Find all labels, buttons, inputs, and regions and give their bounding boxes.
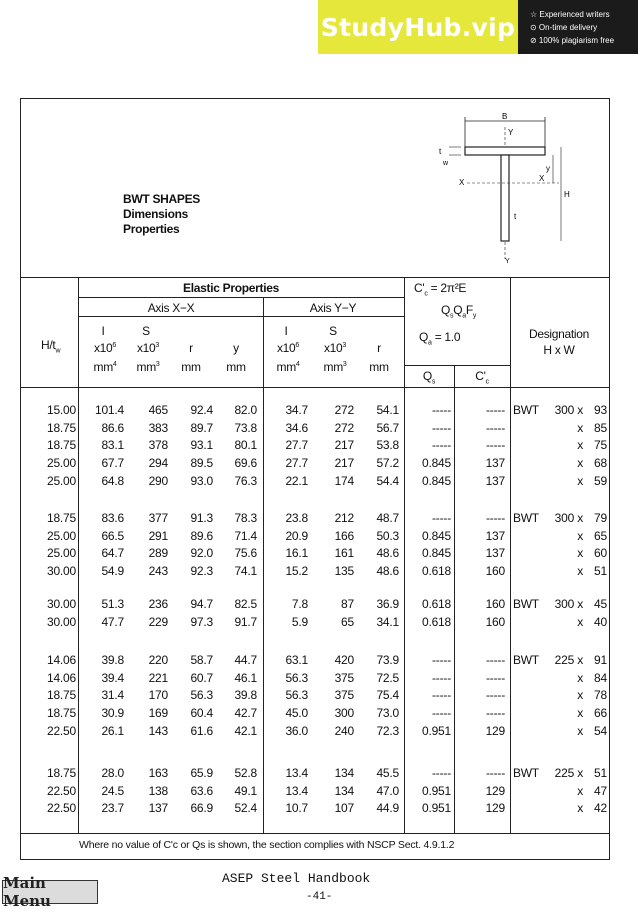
header-ix-mm: $mm^4$ — [93, 360, 117, 374]
cell-ht: 30.00 — [46, 597, 76, 611]
cell-iy: 45.0 — [285, 706, 308, 721]
cell-sy: 134 — [334, 766, 354, 780]
cell-designation-w: 91 — [594, 653, 607, 667]
header-ry: r — [377, 341, 381, 355]
perk-item: ⊙ On-time delivery — [530, 23, 598, 32]
cell-qs: 0.845 — [421, 456, 451, 471]
cell-sy: 135 — [334, 564, 354, 579]
header-iy-unit: $x10^6$ — [276, 341, 300, 355]
cell-designation-type: BWT — [513, 403, 539, 417]
page-number: -41- — [306, 891, 333, 903]
cell-sx: 291 — [148, 528, 168, 543]
cell-designation-w: 51 — [594, 564, 607, 579]
cell-ry: 73.9 — [376, 653, 399, 667]
cell-ry: 45.5 — [376, 766, 399, 780]
cell-rx: 97.3 — [190, 614, 213, 629]
cell-y: 91.7 — [234, 614, 257, 629]
cell-y: 82.5 — [234, 597, 257, 611]
cell-qs: 0.618 — [421, 564, 451, 579]
cell-qs: 0.845 — [421, 473, 451, 488]
cell-ry: 72.5 — [376, 670, 399, 685]
cell-y: 49.1 — [234, 783, 257, 798]
cell-ry: 54.4 — [376, 473, 399, 488]
header-rx-mm: mm — [181, 360, 201, 374]
cell-qs: ----- — [432, 670, 451, 685]
header-ry-mm: mm — [369, 360, 389, 374]
label-w-top: w — [443, 160, 449, 167]
header-cc-formula: $C'_c = 2\pi^2E$ — [414, 281, 467, 298]
cell-iy: 16.1 — [285, 546, 308, 561]
cell-ry: 48.7 — [376, 511, 399, 525]
cell-ht: 18.75 — [46, 706, 76, 721]
cell-ht: 15.00 — [46, 403, 76, 417]
cell-y: 42.1 — [234, 723, 257, 738]
cell-iy: 23.8 — [285, 511, 308, 525]
cell-iy: 13.4 — [285, 766, 308, 780]
cell-sy: 87 — [341, 597, 354, 611]
cell-qs: ----- — [432, 511, 451, 525]
title-line: BWT SHAPES — [123, 192, 201, 206]
cell-sy: 272 — [334, 420, 354, 435]
cell-sy: 212 — [334, 511, 354, 525]
cell-rx: 91.3 — [190, 511, 213, 525]
cell-designation-w: 59 — [594, 473, 607, 488]
cell-designation-w: 93 — [594, 403, 607, 417]
cell-designation-w: 65 — [594, 528, 607, 543]
sheet-title — [123, 192, 200, 237]
cell-iy: 10.7 — [285, 801, 308, 816]
cell-ht: 22.50 — [46, 801, 76, 816]
cell-iy: 22.1 — [285, 473, 308, 488]
cell-sy: 166 — [334, 528, 354, 543]
cell-y: 69.6 — [234, 456, 257, 471]
cell-cc: ----- — [486, 706, 505, 721]
cell-rx: 92.0 — [190, 546, 213, 561]
t-section-diagram — [409, 107, 579, 263]
cell-ht: 14.06 — [46, 653, 76, 667]
header-ix: I — [101, 324, 105, 338]
cell-y: 71.4 — [234, 528, 257, 543]
cell-sx: 383 — [148, 420, 168, 435]
cell-sx: 465 — [148, 403, 168, 417]
cell-designation-w: 85 — [594, 420, 607, 435]
cell-designation-w: 60 — [594, 546, 607, 561]
cell-ix: 67.7 — [101, 456, 124, 471]
cell-sx: 220 — [148, 653, 168, 667]
header-sx: S — [142, 324, 150, 338]
cell-sx: 377 — [148, 511, 168, 525]
cell-designation-w: 45 — [594, 597, 607, 611]
header-elastic: Elastic Properties — [183, 281, 279, 295]
cell-designation-w: 42 — [594, 801, 607, 816]
cell-cc: ----- — [486, 766, 505, 780]
header-hxw: H x W — [543, 343, 575, 357]
cell-ry: 34.1 — [376, 614, 399, 629]
cell-sx: 289 — [148, 546, 168, 561]
cell-designation-type: BWT — [513, 653, 539, 667]
cell-sy: 272 — [334, 403, 354, 417]
cell-ht: 30.00 — [46, 564, 76, 579]
cell-iy: 56.3 — [285, 688, 308, 703]
cell-ht: 18.75 — [46, 420, 76, 435]
header-q-formula: $Q_sQ_aF_y$ — [441, 303, 477, 320]
cell-ry: 36.9 — [376, 597, 399, 611]
cell-sx: 169 — [148, 706, 168, 721]
cell-y: 42.7 — [234, 706, 257, 721]
cell-designation-type: BWT — [513, 511, 539, 525]
cell-ry: 48.6 — [376, 564, 399, 579]
cell-designation-w: 75 — [594, 438, 607, 453]
header-sx-mm: $mm^3$ — [136, 360, 160, 374]
cell-designation-h: 300 x — [554, 597, 583, 611]
cell-ht: 25.00 — [46, 546, 76, 561]
cell-sy: 240 — [334, 723, 354, 738]
cell-rx: 56.3 — [190, 688, 213, 703]
cell-y: 44.7 — [234, 653, 257, 667]
studyhub-banner[interactable] — [318, 0, 638, 54]
cell-rx: 63.6 — [190, 783, 213, 798]
cell-rx: 93.0 — [190, 473, 213, 488]
cell-ry: 47.0 — [376, 783, 399, 798]
header-ix-unit: $x10^6$ — [93, 341, 117, 355]
header-sx-unit: $x10^3$ — [136, 341, 160, 355]
cell-designation-w: 54 — [594, 723, 607, 738]
cell-ix: 66.5 — [101, 528, 124, 543]
header-y: y — [233, 341, 239, 355]
cell-designation-w: 78 — [594, 688, 607, 703]
cell-qs: 0.845 — [421, 528, 451, 543]
cell-designation-h: 225 x — [554, 766, 583, 780]
cell-rx: 66.9 — [190, 801, 213, 816]
cell-ix: 86.6 — [101, 420, 124, 435]
cell-ht: 22.50 — [46, 723, 76, 738]
cell-sy: 217 — [334, 456, 354, 471]
cell-sy: 375 — [334, 688, 354, 703]
cell-y: 46.1 — [234, 670, 257, 685]
cell-sx: 163 — [148, 766, 168, 780]
cell-qs: ----- — [432, 653, 451, 667]
cell-iy: 13.4 — [285, 783, 308, 798]
cell-designation-h: x — [577, 564, 583, 579]
cell-rx: 89.7 — [190, 420, 213, 435]
cell-qs: 0.951 — [421, 801, 451, 816]
cell-cc: 160 — [485, 597, 505, 611]
cell-designation-w: 47 — [594, 783, 607, 798]
cell-ht: 18.75 — [46, 766, 76, 780]
cell-rx: 61.6 — [190, 723, 213, 738]
cell-ry: 72.3 — [376, 723, 399, 738]
cell-designation-h: x — [577, 783, 583, 798]
cell-iy: 34.6 — [285, 420, 308, 435]
cell-ix: 31.4 — [101, 688, 124, 703]
cell-rx: 60.4 — [190, 706, 213, 721]
cell-cc: ----- — [486, 438, 505, 453]
studyhub-logo[interactable] — [318, 0, 518, 54]
cell-sy: 420 — [334, 653, 354, 667]
perks-list — [518, 0, 638, 54]
label-tw: t — [514, 212, 517, 221]
cell-designation-w: 68 — [594, 456, 607, 471]
cell-qs: ----- — [432, 688, 451, 703]
cell-sy: 300 — [334, 706, 354, 721]
cell-designation-h: x — [577, 670, 583, 685]
cell-cc: 129 — [485, 783, 505, 798]
label-x-left: X — [459, 178, 465, 187]
cell-ix: 39.8 — [101, 653, 124, 667]
cell-cc: 160 — [485, 614, 505, 629]
cell-rx: 89.6 — [190, 528, 213, 543]
title-line: Dimensions — [123, 207, 189, 221]
cell-cc: 137 — [485, 528, 505, 543]
cell-y: 76.3 — [234, 473, 257, 488]
cell-sy: 107 — [334, 801, 354, 816]
cell-designation-h: x — [577, 438, 583, 453]
cell-designation-w: 51 — [594, 766, 607, 780]
cell-y: 80.1 — [234, 438, 257, 453]
cell-iy: 20.9 — [285, 528, 308, 543]
cell-ix: 28.0 — [101, 766, 124, 780]
header-iy-mm: $mm^4$ — [276, 360, 300, 374]
cell-y: 52.8 — [234, 766, 257, 780]
cell-cc: ----- — [486, 670, 505, 685]
cell-sx: 294 — [148, 456, 168, 471]
cell-y: 82.0 — [234, 403, 257, 417]
cell-rx: 65.9 — [190, 766, 213, 780]
cell-cc: 129 — [485, 801, 505, 816]
cell-y: 73.8 — [234, 420, 257, 435]
cell-sy: 134 — [334, 783, 354, 798]
cell-qs: 0.951 — [421, 723, 451, 738]
cell-qs: ----- — [432, 420, 451, 435]
cell-qs: ----- — [432, 706, 451, 721]
cell-designation-h: x — [577, 420, 583, 435]
brand-name: StudyHub.vip — [320, 12, 516, 42]
cell-sx: 170 — [148, 688, 168, 703]
handbook-caption: ASEP Steel Handbook — [222, 871, 371, 886]
cell-ix: 26.1 — [101, 723, 124, 738]
cell-sx: 290 — [148, 473, 168, 488]
cell-ht: 22.50 — [46, 783, 76, 798]
steel-table-sheet — [20, 98, 610, 860]
cell-designation-type: BWT — [513, 766, 539, 780]
cell-qs: 0.845 — [421, 546, 451, 561]
cell-designation-h: 300 x — [554, 511, 583, 525]
cell-y: 74.1 — [234, 564, 257, 579]
cell-y: 75.6 — [234, 546, 257, 561]
cell-ix: 51.3 — [101, 597, 124, 611]
cell-designation-h: x — [577, 546, 583, 561]
header-y-mm: mm — [226, 360, 246, 374]
label-b: B — [502, 112, 508, 121]
cell-ix: 54.9 — [101, 564, 124, 579]
header-iy: I — [284, 324, 288, 338]
cell-cc: ----- — [486, 688, 505, 703]
cell-iy: 7.8 — [291, 597, 308, 611]
cell-iy: 56.3 — [285, 670, 308, 685]
cell-qs: ----- — [432, 403, 451, 417]
cell-ht: 18.75 — [46, 511, 76, 525]
header-ht: $H/t_w$ — [41, 338, 61, 355]
cell-sx: 378 — [148, 438, 168, 453]
cell-sx: 229 — [148, 614, 168, 629]
cell-cc: 160 — [485, 564, 505, 579]
cell-cc: 137 — [485, 473, 505, 488]
header-sy-unit: $x10^3$ — [323, 341, 347, 355]
cell-cc: ----- — [486, 420, 505, 435]
perk-item: ⊘ 100% plagiarism free — [530, 36, 615, 45]
cell-sx: 137 — [148, 801, 168, 816]
cell-ry: 56.7 — [376, 420, 399, 435]
cell-cc: 137 — [485, 456, 505, 471]
cell-designation-h: 225 x — [554, 653, 583, 667]
cell-y: 78.3 — [234, 511, 257, 525]
cell-designation-h: x — [577, 723, 583, 738]
cell-designation-type: BWT — [513, 597, 539, 611]
cell-ry: 73.0 — [376, 706, 399, 721]
cell-designation-h: x — [577, 528, 583, 543]
title-line: Properties — [123, 222, 180, 236]
cell-ix: 83.6 — [101, 511, 124, 525]
header-sy: S — [329, 324, 337, 338]
cell-rx: 92.3 — [190, 564, 213, 579]
cell-qs: 0.618 — [421, 614, 451, 629]
cell-sx: 236 — [148, 597, 168, 611]
cell-iy: 15.2 — [285, 564, 308, 579]
header-axis-y: Axis Y−Y — [309, 301, 357, 315]
cell-ht: 18.75 — [46, 688, 76, 703]
label-tf: t — [439, 147, 442, 156]
header-cc: $C'_c$ — [475, 369, 489, 386]
label-y-dist: y — [546, 164, 550, 173]
cell-cc: ----- — [486, 403, 505, 417]
cell-ix: 24.5 — [101, 783, 124, 798]
cell-ry: 54.1 — [376, 403, 399, 417]
cell-ht: 18.75 — [46, 438, 76, 453]
cell-ry: 75.4 — [376, 688, 399, 703]
perk-item: ☆ Experienced writers — [530, 10, 610, 19]
cell-sy: 174 — [334, 473, 354, 488]
cell-sx: 143 — [148, 723, 168, 738]
footnote: Where no value of C'c or Qs is shown, the section complies with NSCP Sect. 4.9.1.2 — [79, 839, 455, 851]
cell-designation-w: 66 — [594, 706, 607, 721]
cell-ry: 50.3 — [376, 528, 399, 543]
cell-designation-h: x — [577, 473, 583, 488]
cell-designation-h: x — [577, 801, 583, 816]
cell-cc: 129 — [485, 723, 505, 738]
cell-designation-h: x — [577, 688, 583, 703]
cell-designation-w: 79 — [594, 511, 607, 525]
label-x-right: X — [539, 174, 545, 183]
cell-cc: 137 — [485, 546, 505, 561]
cell-iy: 5.9 — [291, 614, 308, 629]
cell-rx: 89.5 — [190, 456, 213, 471]
cell-ht: 30.00 — [46, 614, 76, 629]
cell-designation-h: x — [577, 614, 583, 629]
main-menu-button[interactable]: Main Menu — [2, 880, 98, 904]
cell-ry: 57.2 — [376, 456, 399, 471]
cell-cc: ----- — [486, 511, 505, 525]
cell-ht: 25.00 — [46, 528, 76, 543]
header-qs: $Q_s$ — [422, 369, 436, 386]
cell-designation-h: x — [577, 706, 583, 721]
cell-iy: 63.1 — [285, 653, 308, 667]
cell-ix: 101.4 — [94, 403, 124, 417]
cell-qs: 0.618 — [421, 597, 451, 611]
cell-ix: 83.1 — [101, 438, 124, 453]
cell-sy: 161 — [334, 546, 354, 561]
cell-ix: 23.7 — [101, 801, 124, 816]
cell-designation-h: 300 x — [554, 403, 583, 417]
cell-ht: 25.00 — [46, 473, 76, 488]
header-designation: Designation — [528, 327, 590, 341]
cell-ry: 53.8 — [376, 438, 399, 453]
cell-ht: 25.00 — [46, 456, 76, 471]
label-y-top: Y — [508, 128, 514, 137]
cell-sx: 221 — [148, 670, 168, 685]
cell-cc: ----- — [486, 653, 505, 667]
cell-ix: 30.9 — [101, 706, 124, 721]
cell-rx: 58.7 — [190, 653, 213, 667]
cell-ix: 64.7 — [101, 546, 124, 561]
cell-sy: 65 — [341, 614, 354, 629]
cell-ix: 39.4 — [101, 670, 124, 685]
cell-sy: 217 — [334, 438, 354, 453]
cell-iy: 27.7 — [285, 456, 308, 471]
cell-rx: 94.7 — [190, 597, 213, 611]
cell-iy: 36.0 — [285, 723, 308, 738]
cell-qs: ----- — [432, 766, 451, 780]
cell-sx: 243 — [148, 564, 168, 579]
header-axis-x: Axis X−X — [147, 301, 195, 315]
cell-ry: 44.9 — [376, 801, 399, 816]
header-qa: $Q_a = 1.0$ — [419, 330, 461, 347]
cell-rx: 92.4 — [190, 403, 213, 417]
header-sy-mm: $mm^3$ — [323, 360, 347, 374]
cell-ry: 48.6 — [376, 546, 399, 561]
cell-designation-w: 40 — [594, 614, 607, 629]
label-h: H — [564, 190, 570, 199]
label-y-bottom: Y — [505, 258, 510, 263]
cell-rx: 60.7 — [190, 670, 213, 685]
cell-designation-h: x — [577, 456, 583, 471]
header-rx: r — [189, 341, 193, 355]
cell-iy: 27.7 — [285, 438, 308, 453]
cell-qs: ----- — [432, 438, 451, 453]
cell-iy: 34.7 — [285, 403, 308, 417]
cell-ht: 14.06 — [46, 670, 76, 685]
cell-rx: 93.1 — [190, 438, 213, 453]
cell-designation-w: 84 — [594, 670, 607, 685]
cell-y: 52.4 — [234, 801, 257, 816]
cell-sy: 375 — [334, 670, 354, 685]
cell-y: 39.8 — [234, 688, 257, 703]
cell-ix: 47.7 — [101, 614, 124, 629]
cell-ix: 64.8 — [101, 473, 124, 488]
cell-sx: 138 — [148, 783, 168, 798]
cell-qs: 0.951 — [421, 783, 451, 798]
